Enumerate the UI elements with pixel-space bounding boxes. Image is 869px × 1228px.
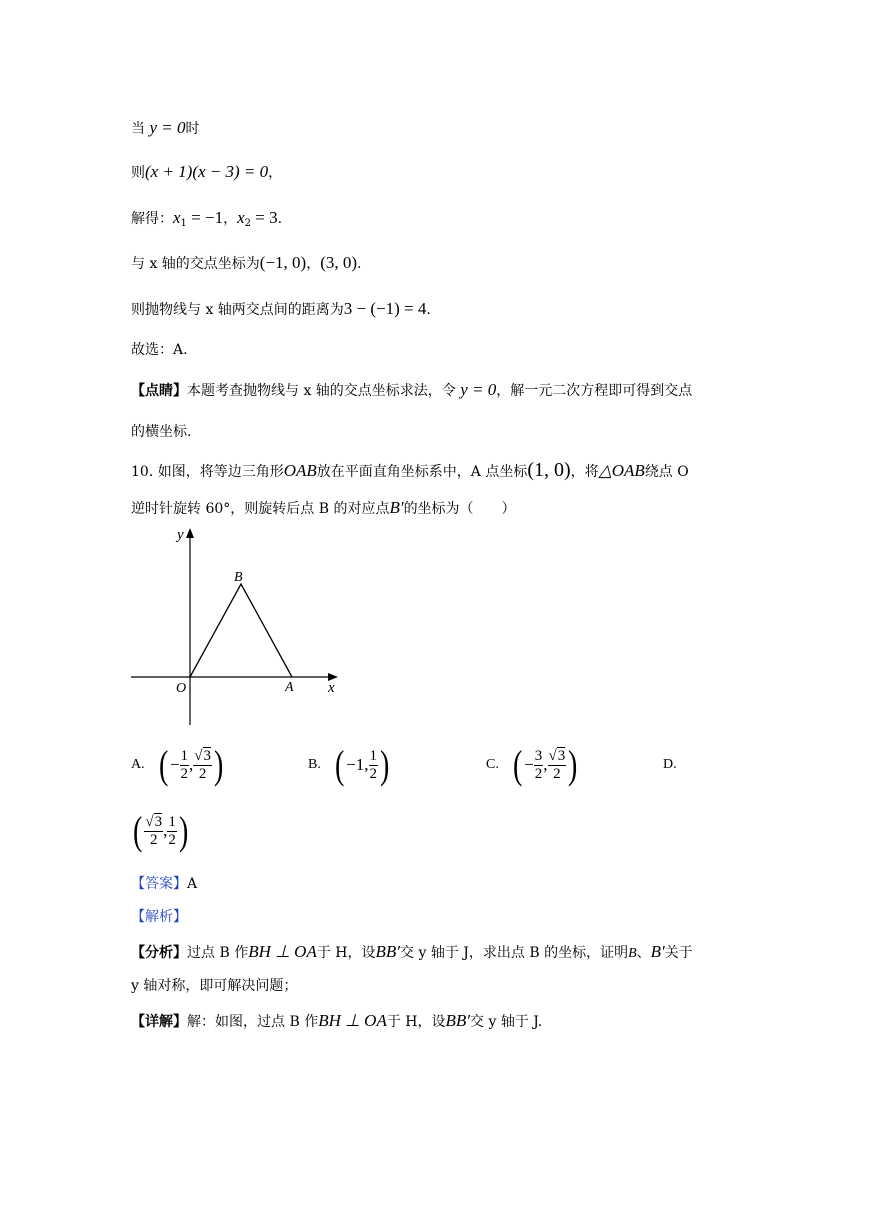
y-axis-arrow-icon	[186, 528, 194, 538]
denominator: 2	[369, 765, 378, 782]
text: 交 y 轴于 J，求出点 B 的坐标，证明	[400, 945, 629, 961]
text: ，	[306, 256, 321, 272]
option-c[interactable]	[486, 740, 580, 790]
detail-line	[131, 1011, 542, 1032]
paren-right: )	[178, 808, 189, 853]
text: 的横坐标.	[131, 424, 192, 440]
math: x	[173, 208, 181, 227]
line-distance	[131, 299, 431, 320]
numerator: 1	[369, 747, 378, 764]
paren-left: (	[132, 808, 143, 853]
numerator: √3	[145, 813, 163, 830]
denominator: 2	[198, 765, 207, 782]
answer-line	[131, 874, 197, 894]
text: 故选：A.	[131, 342, 188, 358]
label-o: O	[176, 681, 187, 696]
option-a[interactable]	[131, 740, 225, 790]
text: y 轴对称，即可解决问题；	[131, 978, 298, 994]
analysis-line-2	[131, 976, 297, 996]
fraction	[167, 814, 177, 849]
tag-answer: 【答案】	[131, 876, 187, 892]
text: ，解一元二次方程即可得到交点	[496, 383, 693, 399]
text: 过点 B 作	[187, 945, 249, 961]
text: 则抛物线与 x 轴两交点间的距离为	[131, 302, 344, 318]
text: 与 x 轴的交点坐标为	[131, 256, 260, 272]
label-a: A	[285, 680, 294, 695]
paren-left: (	[512, 742, 523, 787]
numerator: √3	[548, 747, 566, 764]
paren-right: )	[214, 742, 224, 787]
text: 则	[131, 165, 145, 181]
line-comment-2	[131, 422, 191, 442]
fraction	[180, 748, 190, 783]
value: −1,	[346, 755, 369, 774]
subscript: 2	[244, 218, 252, 229]
math: (−1, 0)	[259, 253, 307, 272]
tag-fenxi: 【分析】	[131, 945, 187, 961]
line-intersections	[131, 253, 362, 274]
option-letter: B.	[308, 757, 321, 772]
option-d-letter[interactable]	[663, 740, 689, 790]
math: OAB	[283, 461, 317, 480]
triangle-figure	[128, 525, 348, 730]
math: y = 0	[149, 118, 186, 137]
analysis-line-1	[131, 942, 693, 964]
option-d[interactable]	[131, 806, 190, 856]
text: .	[426, 302, 431, 318]
text: 10. 如图，将等边三角形	[131, 464, 284, 480]
line-comment	[131, 380, 692, 401]
analysis-heading	[131, 907, 187, 927]
option-b[interactable]	[308, 740, 391, 790]
math: B′	[650, 942, 665, 961]
math: y = 0	[460, 380, 497, 399]
text: 本题考查抛物线与 x 轴的交点坐标求法，令	[187, 383, 461, 399]
text: 于 H，设	[386, 1014, 446, 1030]
math: 3 − (−1) = 4	[343, 299, 427, 318]
text: .	[277, 211, 283, 227]
fraction	[369, 748, 379, 783]
math: △OAB	[598, 461, 645, 480]
math: BH ⊥ OA	[248, 942, 317, 961]
minus-sign: −	[524, 755, 534, 774]
text: 的坐标为（ ）	[403, 501, 516, 517]
text: 于 H，设	[316, 945, 376, 961]
answer-value: A	[187, 876, 198, 892]
triangle-oab	[190, 584, 292, 677]
numerator: 3	[534, 747, 543, 764]
denominator: 2	[149, 831, 158, 848]
minus-sign: −	[169, 755, 180, 774]
label-x: x	[328, 680, 335, 696]
tag-jiexi: 【解析】	[131, 909, 187, 925]
math: x	[237, 208, 245, 227]
option-letter: C.	[486, 757, 499, 772]
line-solutions	[131, 208, 282, 234]
denominator: 2	[534, 765, 543, 782]
numerator: 1	[168, 813, 176, 830]
question-line-1	[131, 460, 689, 482]
math: BB′	[445, 1011, 471, 1030]
math: BB′	[375, 942, 401, 961]
text: ，将	[570, 464, 599, 480]
math: = −1	[186, 208, 224, 227]
radicand: 3	[557, 747, 566, 764]
text: 交 y 轴于 J.	[470, 1014, 543, 1030]
radicand: 3	[154, 813, 163, 830]
math: BH ⊥ OA	[318, 1011, 387, 1030]
text: 解得：	[131, 211, 173, 227]
text: 时	[185, 121, 200, 137]
question-line-2	[131, 498, 516, 519]
fraction	[548, 748, 567, 783]
tag-xiangjie: 【详解】	[131, 1014, 187, 1030]
denominator: 2	[168, 831, 176, 848]
tag-dianjing: 【点睛】	[131, 383, 187, 399]
paren-right: )	[380, 742, 390, 787]
math: (x + 1)(x − 3) = 0	[145, 162, 269, 181]
comma: ,	[163, 821, 168, 840]
paren-left: (	[334, 742, 345, 787]
text: .	[357, 256, 362, 272]
math: B	[628, 946, 637, 961]
text: 解：如图，过点 B 作	[187, 1014, 319, 1030]
radicand: 3	[203, 747, 212, 764]
math: (1, 0)	[527, 459, 571, 481]
text: 绕点 O	[644, 464, 689, 480]
line-equation	[131, 162, 282, 183]
numerator: √3	[194, 747, 212, 764]
subscript: 1	[180, 218, 187, 229]
label-b: B	[234, 570, 243, 585]
line-choice	[131, 340, 188, 360]
fraction	[193, 748, 212, 783]
option-letter: A.	[131, 757, 145, 772]
text: 放在平面直角坐标系中，A 点坐标	[316, 464, 528, 480]
denominator: 2	[553, 765, 561, 782]
line-when-y-zero	[131, 118, 199, 139]
math: (3, 0)	[320, 253, 358, 272]
text: 当	[131, 121, 150, 137]
comma: ,	[543, 755, 548, 774]
math: B′	[389, 498, 404, 517]
fraction	[534, 748, 544, 783]
fraction	[144, 814, 163, 849]
text: 逆时针旋转 60°，则旋转后点 B 的对应点	[131, 501, 390, 517]
math: = 3	[251, 208, 278, 227]
comma: ,	[189, 755, 194, 774]
paren-left: (	[158, 742, 168, 787]
text: ，	[223, 211, 238, 227]
label-y: y	[177, 527, 184, 543]
text: 、	[636, 945, 651, 961]
text: ，	[268, 165, 283, 181]
numerator: 1	[180, 747, 189, 764]
denominator: 2	[180, 765, 189, 782]
option-letter: D.	[663, 757, 677, 772]
text: 关于	[664, 945, 693, 961]
paren-right: )	[568, 742, 578, 787]
